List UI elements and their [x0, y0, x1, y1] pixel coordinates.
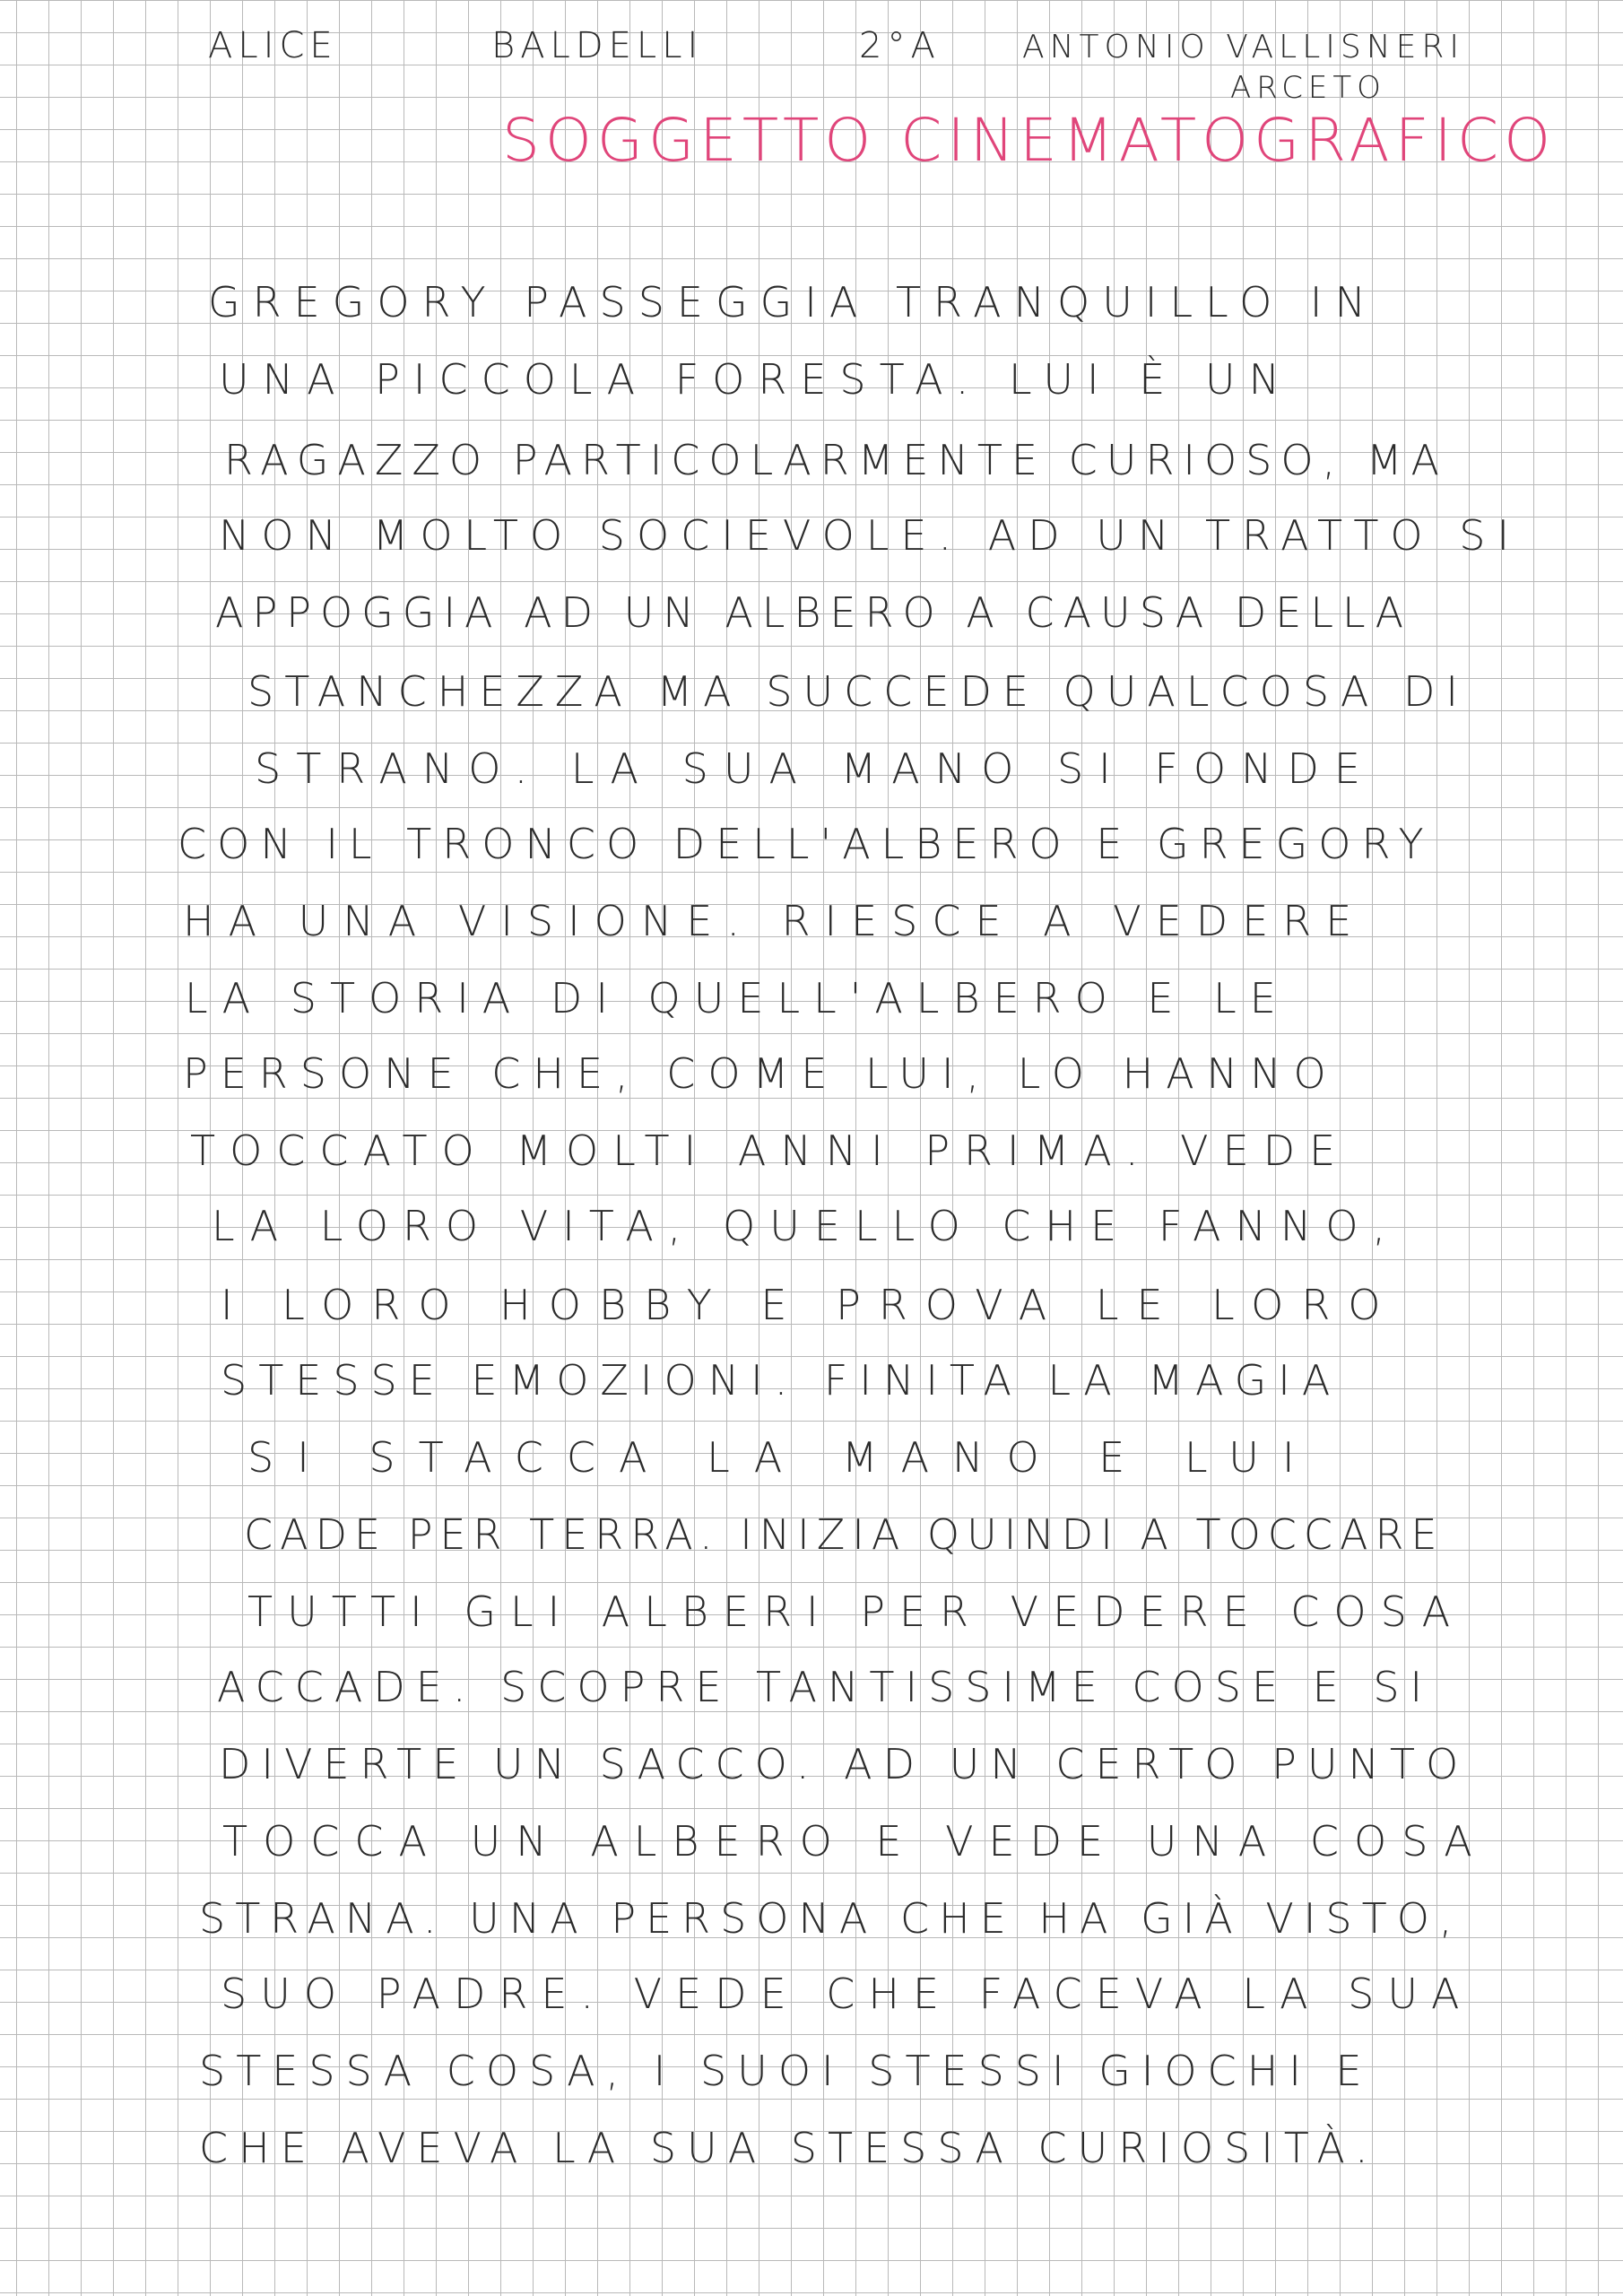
student-first-name: ALICE [208, 25, 338, 66]
student-last-name: BALDELLI [491, 25, 704, 66]
text-line: NON MOLTO SOCIEVOLE. AD UN TRATTO SI [219, 511, 1522, 560]
text-line: STRANA. UNA PERSONA CHE HA GIÀ VISTO, [199, 1894, 1462, 1943]
text-line: DIVERTE UN SACCO. AD UN CERTO PUNTO [219, 1740, 1470, 1788]
text-line: CHE AVEVA LA SUA STESSA CURIOSITÀ. [199, 2124, 1379, 2172]
text-line: TUTTI GLI ALBERI PER VEDERE COSA [247, 1587, 1465, 1636]
document-title: SOGGETTO CINEMATOGRAFICO [502, 106, 1557, 175]
text-line: I LORO HOBBY E PROVA LE LORO [221, 1281, 1399, 1329]
text-line: SUO PADRE. VEDE CHE FACEVA LA SUA [221, 1970, 1473, 2018]
text-line: APPOGGIA AD UN ALBERO A CAUSA DELLA [215, 588, 1413, 637]
school-town: ARCETO [1230, 70, 1386, 106]
school-name: ANTONIO VALLISNERI [1022, 29, 1465, 65]
text-line: TOCCA UN ALBERO E VEDE UNA COSA [222, 1817, 1488, 1866]
text-line: SI STACCA LA MANO E LUI [247, 1433, 1318, 1482]
text-line: PERSONE CHE, COME LUI, LO HANNO [183, 1049, 1339, 1098]
text-line: STRANO. LA SUA MANO SI FONDE [255, 744, 1376, 793]
text-line: RAGAZZO PARTICOLARMENTE CURIOSO, MA [224, 436, 1448, 484]
text-line: ACCADE. SCOPRE TANTISSIME COSE E SI [217, 1663, 1434, 1711]
text-line: LA STORIA DI QUELL'ALBERO E LE [185, 974, 1289, 1022]
class-label: 2°A [859, 25, 941, 66]
text-line: CADE PER TERRA. INIZIA QUINDI A TOCCARE [244, 1510, 1445, 1559]
text-line: STESSA COSA, I SUOI STESSI GIOCHI E [199, 2047, 1373, 2095]
text-line: STESSE EMOZIONI. FINITA LA MAGIA [221, 1356, 1342, 1405]
text-line: LA LORO VITA, QUELLO CHE FANNO, [212, 1202, 1401, 1250]
header [0, 25, 1623, 106]
text-line: CON IL TRONCO DELL'ALBERO E GREGORY [178, 820, 1435, 868]
text-line: STANCHEZZA MA SUCCEDE QUALCOSA DI [247, 667, 1469, 716]
text-line: GREGORY PASSEGGIA TRANQUILLO IN [208, 278, 1378, 326]
text-line: UNA PICCOLA FORESTA. LUI È UN [219, 355, 1293, 404]
text-line: HA UNA VISIONE. RIESCE A VEDERE [183, 897, 1367, 945]
text-line: TOCCATO MOLTI ANNI PRIMA. VEDE [190, 1126, 1350, 1175]
